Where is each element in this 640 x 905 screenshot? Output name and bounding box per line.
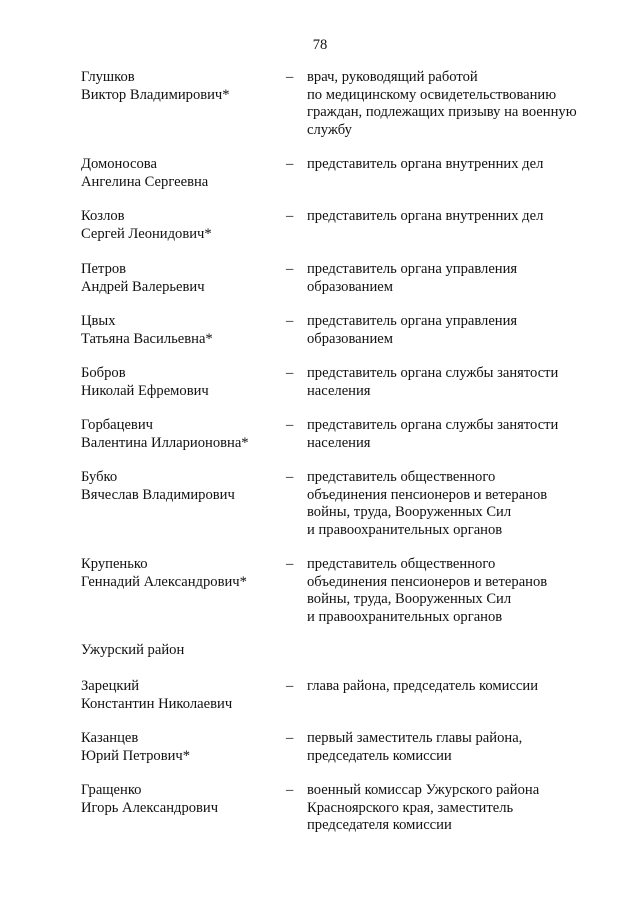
surname: Цвых — [81, 313, 116, 329]
member-name — [81, 69, 281, 104]
member-role — [307, 261, 607, 296]
surname: Гращенко — [81, 782, 142, 798]
role-line: образованием — [307, 330, 393, 347]
given-names: Вячеслав Владимирович — [81, 486, 235, 503]
member-role — [307, 730, 607, 765]
role-line: и правоохранительных органов — [307, 608, 503, 625]
given-names: Игорь Александрович — [81, 799, 219, 816]
dash: – — [286, 156, 294, 172]
given-names: Валентина Илларионовна* — [81, 434, 249, 451]
given-names: Андрей Валерьевич — [81, 278, 205, 295]
role-line: представитель органа службы занятости — [307, 417, 559, 433]
member-role — [307, 469, 607, 539]
dash: – — [286, 678, 294, 694]
given-names: Сергей Леонидович* — [81, 225, 212, 242]
role-line: объединения пенсионеров и ветеранов — [307, 486, 548, 503]
member-name — [81, 417, 281, 452]
dash: – — [286, 556, 294, 572]
role-line: войны, труда, Вооруженных Сил — [307, 504, 512, 520]
member-name — [81, 313, 281, 348]
member-name — [81, 156, 281, 191]
member-role — [307, 313, 607, 348]
role-line: первый заместитель главы района, — [307, 730, 523, 746]
member-role — [307, 556, 607, 626]
dash: – — [286, 313, 294, 329]
surname: Глушков — [81, 69, 135, 85]
role-line: по медицинскому освидетельствованию — [307, 86, 557, 103]
role-line: службу — [307, 121, 352, 138]
member-name — [81, 469, 281, 504]
role-line: представитель органа службы занятости — [307, 365, 559, 381]
surname: Горбацевич — [81, 417, 153, 433]
member-name — [81, 365, 281, 400]
dash: – — [286, 417, 294, 433]
dash: – — [286, 208, 294, 224]
role-line: образованием — [307, 278, 393, 295]
member-role — [307, 69, 607, 139]
given-names: Ангелина Сергеевна — [81, 173, 209, 190]
given-names: Татьяна Васильевна* — [81, 330, 213, 347]
member-role — [307, 678, 607, 696]
role-line: и правоохранительных органов — [307, 521, 503, 538]
surname: Крупенько — [81, 556, 148, 572]
role-line: граждан, подлежащих призыву на военную — [307, 104, 577, 120]
role-line: представитель органа внутренних дел — [307, 156, 544, 172]
member-name — [81, 556, 281, 591]
role-line: врач, руководящий работой — [307, 69, 478, 85]
role-line: представитель органа внутренних дел — [307, 208, 544, 224]
given-names: Константин Николаевич — [81, 695, 233, 712]
role-line: военный комиссар Ужурского района — [307, 782, 540, 798]
member-role — [307, 156, 607, 174]
page-number: 78 — [312, 37, 328, 53]
member-name — [81, 678, 281, 713]
surname: Домоносова — [81, 156, 157, 172]
surname: Бобров — [81, 365, 126, 381]
role-line: объединения пенсионеров и ветеранов — [307, 573, 548, 590]
surname: Казанцев — [81, 730, 139, 746]
dash: – — [286, 730, 294, 746]
role-line: населения — [307, 434, 371, 451]
role-line: Красноярского края, заместитель — [307, 799, 514, 816]
member-name — [81, 730, 281, 765]
role-line: представитель общественного — [307, 469, 496, 485]
given-names: Геннадий Александрович* — [81, 573, 247, 590]
given-names: Николай Ефремович — [81, 382, 209, 399]
member-role — [307, 417, 607, 452]
role-line: председателя комиссии — [307, 817, 452, 833]
dash: – — [286, 261, 294, 277]
role-line: представитель органа управления — [307, 313, 518, 329]
surname: Петров — [81, 261, 127, 277]
role-line: войны, труда, Вооруженных Сил — [307, 591, 512, 607]
member-role — [307, 208, 607, 226]
role-line: глава района, председатель комиссии — [307, 678, 539, 694]
dash: – — [286, 365, 294, 381]
surname: Бубко — [81, 469, 118, 485]
dash: – — [286, 69, 294, 85]
dash: – — [286, 782, 294, 798]
role-line: представитель органа управления — [307, 261, 518, 277]
role-line: населения — [307, 382, 371, 399]
member-role — [307, 782, 607, 835]
section-heading: Ужурский район — [81, 642, 185, 658]
dash: – — [286, 469, 294, 485]
member-name — [81, 261, 281, 296]
member-name — [81, 782, 281, 817]
surname: Козлов — [81, 208, 125, 224]
surname: Зарецкий — [81, 678, 140, 694]
role-line: представитель общественного — [307, 556, 496, 572]
given-names: Юрий Петрович* — [81, 747, 191, 764]
given-names: Виктор Владимирович* — [81, 86, 230, 103]
role-line: председатель комиссии — [307, 747, 452, 764]
member-name — [81, 208, 281, 243]
member-role — [307, 365, 607, 400]
